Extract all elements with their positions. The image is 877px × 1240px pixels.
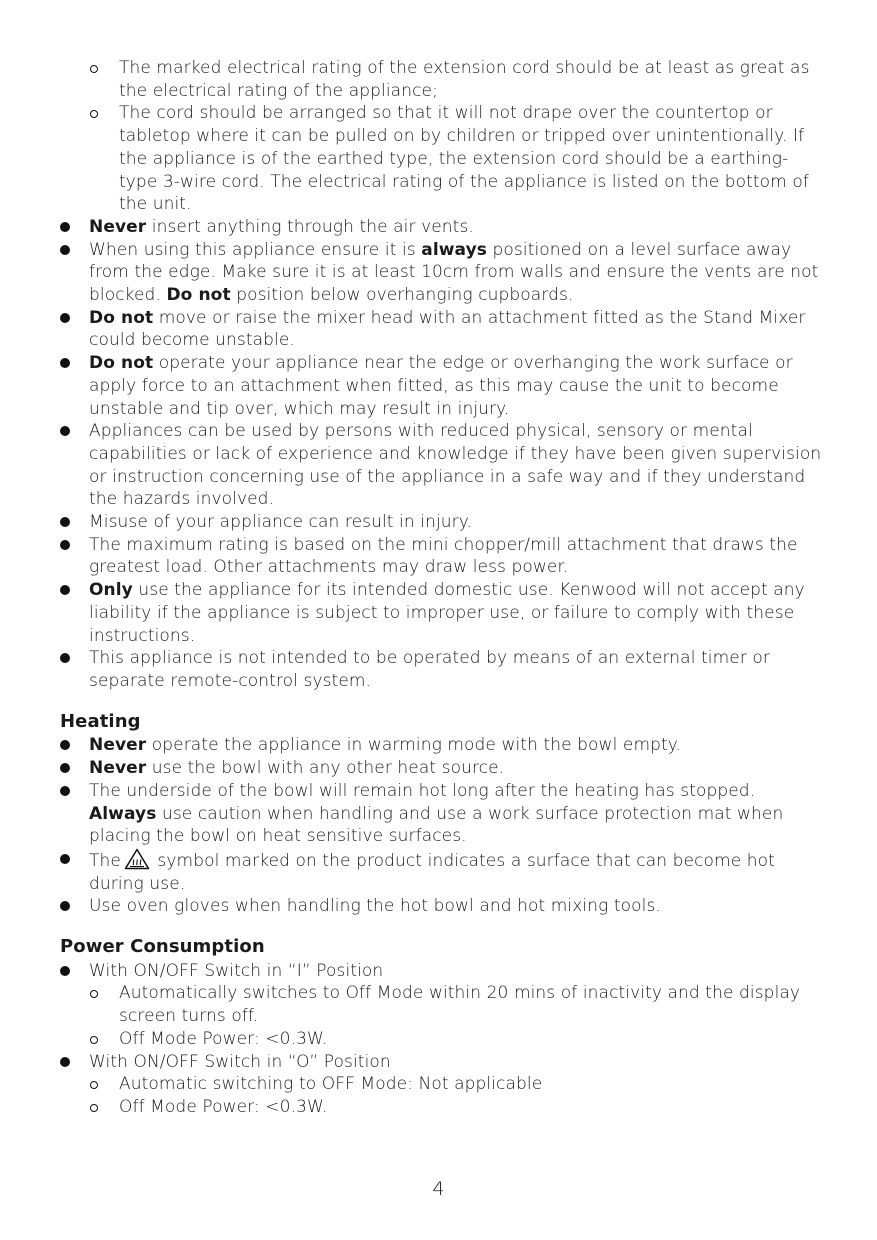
list-item: With ON/OFF Switch in “I” Position	[60, 960, 822, 983]
bullet-icon	[60, 647, 74, 670]
bullet-icon	[60, 307, 74, 330]
bullet-icon	[60, 734, 74, 757]
list-item: When using this appliance ensure it is always positioned on a level surface away from the edge. Make sure it is at least 10cm from walls and ensure the vents are not blocked. Do not position below overhanging cupboards.	[60, 239, 822, 307]
hollow-bullet-icon	[90, 982, 104, 1005]
list-subitem: Off Mode Power: <0.3W.	[60, 1028, 822, 1051]
heating-heading: Heating	[60, 710, 141, 732]
bullet-icon	[60, 757, 74, 780]
bullet-icon	[60, 511, 74, 534]
bullet-icon	[60, 1051, 74, 1074]
bullet-icon	[60, 579, 74, 602]
hollow-bullet-icon	[90, 57, 104, 80]
bullet-icon	[60, 534, 74, 557]
list-item: Do not operate your appliance near the edge or overhanging the work surface or apply force to an attachment when fitted, as this may cause the unit to become unstable and tip over, which may result in injury.	[60, 352, 822, 420]
list-item: Never use the bowl with any other heat source.	[60, 757, 822, 780]
list-item: The maximum rating is based on the mini chopper/mill attachment that draws the greatest load. Other attachments may draw less power.	[60, 534, 822, 579]
document-body	[60, 57, 822, 1119]
list-item: Appliances can be used by persons with reduced physical, sensory or mental capabilities or lack of experience and knowledge if they have been given supervision or instruction concerning use of the appliance in a safe way and if they understand the hazards involved.	[60, 420, 822, 511]
list-item: Use oven gloves when handling the hot bowl and hot mixing tools.	[60, 895, 822, 918]
list-subitem: Off Mode Power: <0.3W.	[60, 1096, 822, 1119]
list-item: The symbol marked on the product indicates a surface that can become hot during use.	[60, 848, 822, 895]
hollow-bullet-icon	[90, 102, 104, 125]
bullet-icon	[60, 848, 74, 871]
list-item: Only use the appliance for its intended domestic use. Kenwood will not accept any liability if the appliance is subject to improper use, or failure to comply with these instructions.	[60, 579, 822, 647]
list-subitem: The cord should be arranged so that it will not drape over the countertop or tabletop where it can be pulled on by children or tripped over unintentionally. If the appliance is of the earthed type, the extension cord should be a earthing-type 3-wire cord. The electrical rating of the appliance is listed on the bottom of the unit.	[60, 102, 822, 216]
power-consumption-heading: Power Consumption	[60, 936, 265, 958]
list-item: Never insert anything through the air vents.	[60, 216, 822, 239]
hot-surface-warning-icon	[124, 848, 150, 870]
bullet-icon	[60, 239, 74, 262]
bullet-icon	[60, 352, 74, 375]
list-subitem: Automatically switches to Off Mode within 20 mins of inactivity and the display screen turns off.	[60, 982, 822, 1027]
bullet-icon	[60, 216, 74, 239]
list-item: With ON/OFF Switch in “O” Position	[60, 1051, 822, 1074]
hollow-bullet-icon	[90, 1028, 104, 1051]
hollow-bullet-icon	[90, 1096, 104, 1119]
page-number: 4	[432, 1178, 445, 1200]
bullet-icon	[60, 895, 74, 918]
list-item: Never operate the appliance in warming mode with the bowl empty.	[60, 734, 822, 757]
hollow-bullet-icon	[90, 1073, 104, 1096]
list-item: Misuse of your appliance can result in injury.	[60, 511, 822, 534]
bullet-icon	[60, 420, 74, 443]
bullet-icon	[60, 960, 74, 983]
list-subitem: Automatic switching to OFF Mode: Not applicable	[60, 1073, 822, 1096]
list-item: The underside of the bowl will remain hot long after the heating has stopped. Always use caution when handling and use a work surface protection mat when placing the bowl on heat sensitive surfaces.	[60, 780, 822, 848]
list-item: This appliance is not intended to be operated by means of an external timer or separate remote-control system.	[60, 647, 822, 692]
list-subitem: The marked electrical rating of the extension cord should be at least as great as the electrical rating of the appliance;	[60, 57, 822, 102]
list-item: Do not move or raise the mixer head with an attachment fitted as the Stand Mixer could become unstable.	[60, 307, 822, 352]
bullet-icon	[60, 780, 74, 803]
